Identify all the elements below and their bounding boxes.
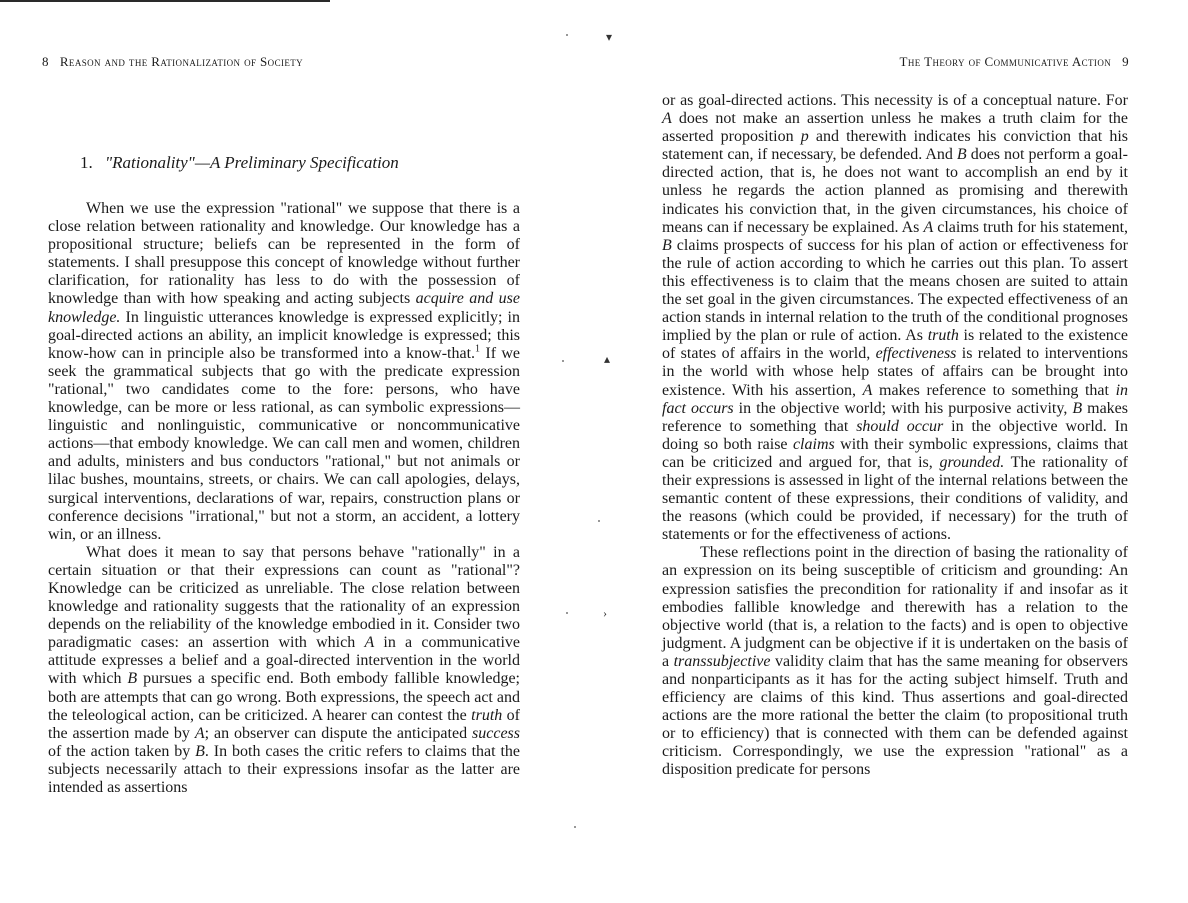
text-run: in the objective world; with his purposive activity, [733,399,1073,417]
emphasis-text: B [662,236,672,254]
gutter-speck [574,826,576,828]
right-running-head-title: The Theory of Communicative Action [899,54,1112,69]
text-run: validity claim that has the same meaning for observers and nonparticipants as it has for the acting subject himself. Truth and efficiency are claims of this kind. Thus assertions and goal-directed actions are the more rational the better the claim (to propositional truth or to efficiency) that is connected with them can be defended against criticism. Correspondingly, we use the expression "rational" as a disposition predicate for persons [662,652,1128,779]
text-run: with their symbolic expressions, claims that can be criticized and argued for, that is, [662,435,1129,471]
text-run: or as goal-directed actions. This necessity is of a conceptual nature. For [662,92,1128,109]
left-paragraph-2 [48,544,520,797]
text-run: is related to the existence of states of affairs in the world, [662,327,1129,363]
emphasis-text: A [862,381,873,399]
left-running-head-title: Reason and the Rationalization of Society [59,54,304,69]
text-run: of the action taken by [48,742,196,760]
section-title: "Rationality"—A Preliminary Specification [105,153,399,172]
gutter-speck [566,612,568,614]
right-page [620,0,1188,903]
emphasis-text: B [1072,399,1083,417]
gutter-speck [566,34,568,36]
text-run: is related to interventions in the world with whose help states of affairs can be brought into existence. With his assertion, [662,345,1128,399]
left-paragraph-1 [48,200,520,544]
text-run: and therewith indicates his conviction that his statement can, if necessary, be defended. And [662,128,1129,164]
text-run: If we seek the grammatical subjects that go with the predicate expression "rational," two candidates come to the fore: persons, who have knowledge, can be more or less rational, as can symbolic expressions—linguistic and nonlinguistic, communicative or noncommunicative actions—that embody knowledge. We can call men and women, children and adults, ministers and bus conductors "rational," but not animals or lilac bushes, mountains, streets, or chairs. We can call apologies, delays, surgical interventions, declarations of war, repairs, construction plans or conference decisions "irrational," but not a storm, an accident, a lottery win, or an illness. [48,344,521,543]
gutter-speck [598,520,600,522]
emphasis-text: should occur [856,417,944,435]
text-run: makes reference to something that [872,381,1116,399]
text-run: These reflections point in the direction of basing the rationality of an expression on its being susceptible of criticism and grounding: An expression satisfies the precondition for rationality if and insofar as it embodies fallible knowledge and therewith has a relation to the objective world (that is, a relation to the facts) and is open to objective judgment. A judgment can be objective if it is undertaken on the basis of a [662,544,1128,670]
left-body-text [48,200,520,797]
right-body-text [662,92,1128,780]
text-run: makes reference to something that [662,399,1129,435]
gutter-mark-middle: ▴ [604,352,611,366]
right-page-number: 9 [1122,54,1129,69]
text-run: claims truth for his statement, [933,218,1129,236]
right-paragraph-1 [662,92,1128,544]
left-page [0,0,560,903]
section-number: 1. [80,153,93,172]
emphasis-text: A [194,724,205,742]
emphasis-text: in fact occurs [662,381,1129,417]
text-run: does not make an assertion unless he makes a truth claim for the asserted proposition [662,110,1128,146]
left-running-head [42,54,303,70]
emphasis-text: B [956,146,967,164]
emphasis-text: acquire and use knowledge. [48,290,521,326]
section-heading [80,153,399,173]
left-page-number: 8 [42,54,49,69]
emphasis-text: A [364,634,375,652]
footnote-marker: 1 [475,343,481,355]
emphasis-text: A [923,218,934,236]
text-run: In linguistic utterances knowledge is expressed explicitly; in goal-directed actions an ability, an implicit knowledge is expressed; this know-how can in principle also be transformed into a know-that. [48,308,520,362]
emphasis-text: grounded. [939,453,1005,471]
gutter-mark-top: ▾ [606,30,613,44]
emphasis-text: effectiveness [875,345,957,363]
emphasis-text: truth [471,706,503,724]
text-run: ; an observer can dispute the anticipated [204,724,473,742]
text-run: . In both cases the critic refers to claims that the subjects necessarily attach to their expressions insofar as the latter are intended as assertions [48,742,521,796]
text-run: The rationality of their expressions is assessed in light of the internal relations between the semantic content of these expressions, their conditions of validity, and the reasons (which could be provided, if necessary) for the truth of statements or for the effectiveness of actions. [662,453,1129,544]
gutter-mark-lower: › [603,606,607,620]
gutter-speck [562,360,564,362]
right-running-head [900,54,1129,70]
emphasis-text: A [662,110,672,128]
emphasis-text: B [127,670,138,688]
text-run: claims prospects of success for his plan of action or effectiveness for the rule of action according to which he carries out this plan. To assert this effectiveness is to claim that the means chosen are suited to attain the set goal in the given circumstances. The expected effectiveness of an action stands in internal relation to the truth of the conditional prognoses implied by the plan or rule of action. As [662,236,1128,345]
text-run: When we use the expression "rational" we suppose that there is a close relation between rationality and knowledge. Our knowledge has a propositional structure; beliefs can be represented in the form of statements. I shall presuppose this concept of knowledge without further clarification, for rationality has less to do with the possession of knowledge than with how speaking and acting subjects [48,200,520,308]
text-run: in the objective world. In doing so both raise [662,417,1129,453]
emphasis-text: transsubjective [673,652,771,670]
text-run: in a communicative attitude expresses a belief and a goal-directed intervention in the world with which [48,634,520,688]
emphasis-text: B [195,742,205,760]
text-run: pursues a specific end. Both embody fallible knowledge; both are attempts that can go wrong. Both expressions, the speech act and the teleological action, can be criticized. A hearer can contest the [48,670,520,724]
emphasis-text: success [472,724,520,742]
emphasis-text: truth [927,327,959,345]
text-run: does not perform a goal-directed action, that is, he does not want to accomplish an end by it unless he regards the action planned as promising and therewith indicates his conviction that, in the given circumstances, his choice of means can if necessary be explained. As [662,146,1129,236]
text-run: What does it mean to say that persons behave "rationally" in a certain situation or that their expressions can count as "rational"? Knowledge can be criticized as unreliable. The close relation between knowledge and rationality suggests that the rationality of an expression depends on the reliability of the knowledge embodied in it. Consider two paradigmatic cases: an assertion with which [48,543,520,652]
right-paragraph-2 [662,544,1128,779]
emphasis-text: p [800,128,809,146]
emphasis-text: claims [792,435,835,453]
text-run: of the assertion made by [48,706,520,742]
